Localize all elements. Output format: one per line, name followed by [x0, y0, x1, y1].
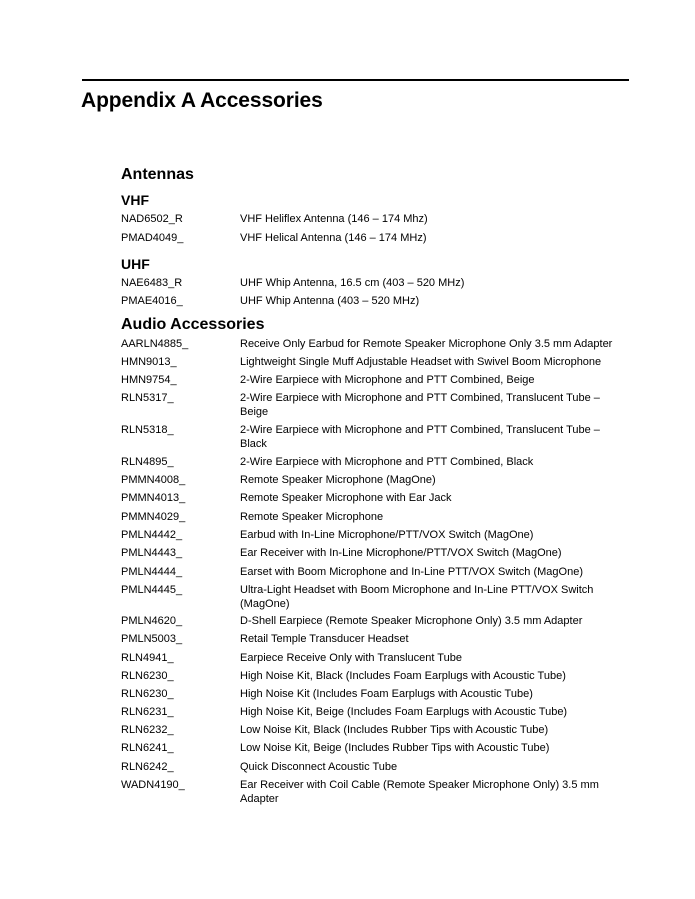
part-number: PMLN4443_	[121, 547, 183, 559]
part-number: RLN6230_	[121, 670, 174, 682]
part-description: Quick Disconnect Acoustic Tube	[240, 761, 398, 773]
part-number: RLN4941_	[121, 652, 174, 664]
part-description: D-Shell Earpiece (Remote Speaker Microphone Only) 3.5 mm Adapter	[240, 615, 583, 627]
part-number: AARLN4885_	[121, 338, 189, 350]
part-number: RLN5317_	[121, 392, 174, 404]
part-number: PMLN4444_	[121, 566, 183, 578]
part-description: Ultra-Light Headset with Boom Microphone and In-Line PTT/VOX Switch (MagOne)	[240, 584, 594, 610]
part-description: Earpiece Receive Only with Translucent Tube	[240, 652, 462, 664]
part-number: HMN9754_	[121, 374, 177, 386]
section-heading-audio-accessories: Audio Accessories	[121, 316, 265, 333]
part-description: 2-Wire Earpiece with Microphone and PTT Combined, Black	[240, 456, 534, 468]
part-number: WADN4190_	[121, 779, 185, 791]
part-description: VHF Helical Antenna (146 – 174 MHz)	[240, 232, 427, 244]
part-description: 2-Wire Earpiece with Microphone and PTT Combined, Translucent Tube – Black	[240, 424, 600, 450]
part-number: PMLN5003_	[121, 633, 183, 645]
part-description: Retail Temple Transducer Headset	[240, 633, 409, 645]
part-description: Receive Only Earbud for Remote Speaker Microphone Only 3.5 mm Adapter	[240, 338, 613, 350]
part-number: PMAE4016_	[121, 295, 183, 307]
part-description: UHF Whip Antenna, 16.5 cm (403 – 520 MHz)	[240, 277, 465, 289]
part-description: Remote Speaker Microphone	[240, 511, 384, 523]
part-description: High Noise Kit, Beige (Includes Foam Earplugs with Acoustic Tube)	[240, 706, 568, 718]
part-number: RLN4895_	[121, 456, 174, 468]
page-title: Appendix A Accessories	[81, 89, 323, 112]
part-number: PMMN4029_	[121, 511, 186, 523]
section-heading-antennas: Antennas	[121, 166, 194, 183]
part-description: Remote Speaker Microphone (MagOne)	[240, 474, 436, 486]
part-number: RLN6230_	[121, 688, 174, 700]
part-description: Ear Receiver with Coil Cable (Remote Speaker Microphone Only) 3.5 mm Adapter	[240, 779, 599, 805]
part-number: NAE6483_R	[121, 277, 183, 289]
part-number: RLN6232_	[121, 724, 174, 736]
subsection-heading-vhf: VHF	[121, 192, 149, 208]
part-description: Earbud with In-Line Microphone/PTT/VOX Switch (MagOne)	[240, 529, 534, 541]
part-description: UHF Whip Antenna (403 – 520 MHz)	[240, 295, 420, 307]
part-description: High Noise Kit, Black (Includes Foam Earplugs with Acoustic Tube)	[240, 670, 566, 682]
part-number: PMLN4620_	[121, 615, 183, 627]
subsection-heading-uhf: UHF	[121, 256, 150, 272]
part-number: PMMN4013_	[121, 492, 186, 504]
part-description: 2-Wire Earpiece with Microphone and PTT Combined, Beige	[240, 374, 535, 386]
part-number: PMMN4008_	[121, 474, 186, 486]
part-description: 2-Wire Earpiece with Microphone and PTT Combined, Translucent Tube – Beige	[240, 392, 600, 418]
part-description: Lightweight Single Muff Adjustable Headset with Swivel Boom Microphone	[240, 356, 602, 368]
part-number: PMAD4049_	[121, 232, 184, 244]
part-number: RLN6242_	[121, 761, 174, 773]
part-description: Low Noise Kit, Black (Includes Rubber Tips with Acoustic Tube)	[240, 724, 549, 736]
part-number: RLN5318_	[121, 424, 174, 436]
part-description: Low Noise Kit, Beige (Includes Rubber Tips with Acoustic Tube)	[240, 742, 550, 754]
part-number: PMLN4445_	[121, 584, 183, 596]
part-number: RLN6231_	[121, 706, 174, 718]
part-number: NAD6502_R	[121, 213, 183, 225]
part-description: Ear Receiver with In-Line Microphone/PTT/VOX Switch (MagOne)	[240, 547, 562, 559]
part-description: VHF Heliflex Antenna (146 – 174 Mhz)	[240, 213, 428, 225]
part-description: Remote Speaker Microphone with Ear Jack	[240, 492, 452, 504]
part-description: High Noise Kit (Includes Foam Earplugs with Acoustic Tube)	[240, 688, 533, 700]
part-description: Earset with Boom Microphone and In-Line PTT/VOX Switch (MagOne)	[240, 566, 583, 578]
part-number: RLN6241_	[121, 742, 174, 754]
part-number: PMLN4442_	[121, 529, 183, 541]
part-number: HMN9013_	[121, 356, 177, 368]
header-rule	[82, 79, 629, 81]
